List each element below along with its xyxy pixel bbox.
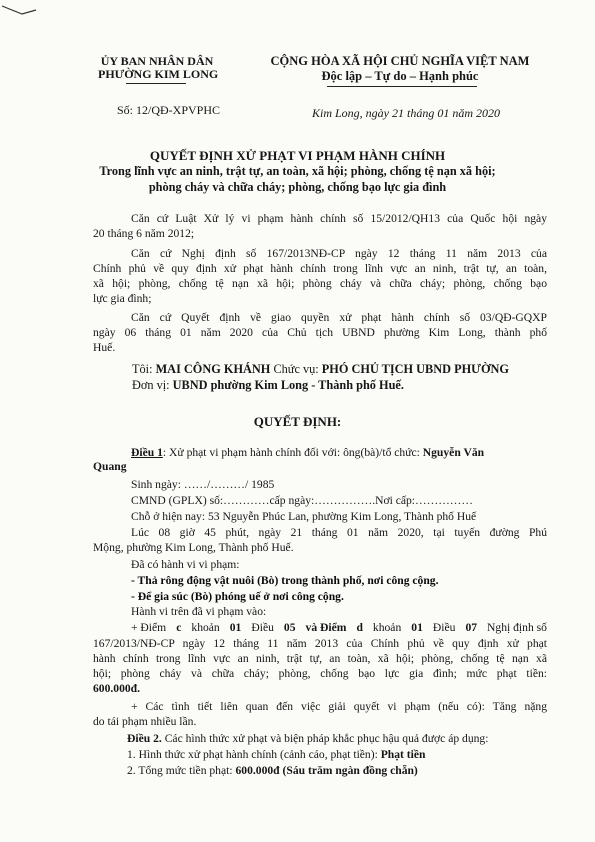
nation-name: CỘNG HÒA XÃ HỘI CHỦ NGHĨA VIỆT NAM — [270, 54, 530, 68]
legal-ref-part: và Điểm — [305, 621, 347, 634]
violation-time-line1: Lúc 08 giờ 45 phút, ngày 21 tháng 01 năm 2020, tại tuyến đường Phú — [131, 526, 547, 539]
org-name-line1: ỦY BAN NHÂN DÂN — [100, 54, 214, 68]
violation-time-line2: Mộng, phường Kim Long, Thành phố Huế. — [93, 541, 294, 554]
violator-name-part2: Quang — [93, 460, 127, 473]
basis-2-line4: lực gia đình; — [93, 292, 152, 305]
position-label: Chức vụ: — [273, 362, 319, 376]
signer-unit: UBND phường Kim Long - Thành phố Huế. — [172, 378, 404, 392]
article-2-line — [127, 732, 488, 745]
circumstances-line2: do tái phạm nhiều lần. — [93, 715, 197, 728]
org-name-line2: PHƯỜNG KIM LONG — [98, 67, 219, 81]
signer-position: PHÓ CHỦ TỊCH UBND PHƯỜNG — [321, 362, 509, 376]
org-name-underline — [126, 83, 186, 84]
article-2-text: Các hình thức xử phạt và biện pháp khắc phục hậu quả được áp dụng: — [164, 732, 489, 745]
basis-3-line2: ngày 06 tháng 01 năm 2020 của Chủ tịch UBND phường Kim Long, thành phố — [93, 326, 547, 339]
basis-2-line3: xã hội; phòng, chống tệ nạn xã hội; phòng cháy và chữa cháy; phòng, chống bạo — [93, 277, 547, 290]
document-subtitle-line1: Trong lĩnh vực an ninh, trật tự, an toàn, xã hội; phòng, chống tệ nạn xã hội; — [99, 164, 496, 178]
basis-2-line1: Căn cứ Nghị định số 167/2013NĐ-CP ngày 12 tháng 11 năm 2013 của — [131, 247, 547, 260]
legal-reference-line1 — [131, 621, 547, 634]
unit-line — [132, 378, 404, 393]
legal-ref-part: khoản — [372, 621, 402, 634]
basis-3-line3: Huế. — [93, 341, 116, 354]
legal-reference-line4: hội; phòng cháy và chữa cháy; phòng, chống bạo lực gia đình; mức phạt tiền: — [93, 667, 547, 680]
legal-ref-part: d — [356, 621, 363, 634]
article-1-first-line — [131, 446, 484, 459]
article-2-label: Điều 2. — [127, 732, 162, 745]
legal-ref-part: Điều — [251, 621, 274, 634]
total-fine-line — [127, 764, 418, 777]
document-number: Số: 12/QĐ-XPVPHC — [117, 103, 221, 117]
legal-ref-part: Điều — [432, 621, 456, 634]
total-fine-label: 2. Tổng mức tiền phạt: — [127, 764, 233, 777]
fine-amount: 600.000đ. — [93, 682, 141, 695]
circumstances-line1: + Các tình tiết liên quan đến việc giải quyết vi phạm (nếu có): Tăng nặng — [131, 700, 547, 713]
pen-mark — [0, 0, 40, 20]
signer-label: Tôi: — [132, 362, 153, 376]
violator-name-part1: Nguyễn Văn — [422, 446, 485, 459]
article-1-label: Điều 1 — [131, 446, 163, 459]
basis-3-line1: Căn cứ Quyết định về giao quyền xử phạt hành chính số 03/QĐ-GQXP — [131, 311, 547, 324]
violation-act-2: - Để gia súc (Bò) phóng uế ở nơi công cộng. — [131, 590, 344, 603]
residence-address: Chỗ ở hiện nay: 53 Nguyễn Phúc Lan, phường Kim Long, Thành phố Huế — [131, 510, 477, 523]
date-of-birth: Sinh ngày: ……/………/ 1985 — [131, 478, 275, 491]
nation-motto-underline — [327, 86, 477, 87]
legal-ref-part: 07 — [465, 621, 478, 634]
acts-intro: Đã có hành vi vi phạm: — [131, 558, 240, 571]
document-title: QUYẾT ĐỊNH XỬ PHẠT VI PHẠM HÀNH CHÍNH — [149, 148, 446, 163]
id-card-line: CMND (GPLX) số:…………cấp ngày:…………….Nơi cấp:…………… — [131, 494, 473, 507]
basis-1-line1: Căn cứ Luật Xử lý vi phạm hành chính số 15/2012/QH13 của Quốc hội ngày — [131, 212, 547, 225]
penalty-form-label: 1. Hình thức xử phạt hành chính (cảnh cáo, phạt tiền): — [127, 748, 378, 761]
penalty-form-line — [127, 748, 425, 761]
legal-ref-part: 05 — [283, 621, 296, 634]
signer-line — [132, 362, 509, 377]
basis-1-line2: 20 tháng 6 năm 2012; — [93, 227, 195, 240]
basis-2-line2: Chính phủ về quy định xử phạt hành chính trong lĩnh vực an ninh, trật tự, an toàn, — [93, 262, 547, 275]
legal-ref-part: Nghị định số — [487, 621, 547, 634]
place-date: Kim Long, ngày 21 tháng 01 năm 2020 — [312, 106, 501, 120]
legal-ref-part: 01 — [229, 621, 242, 634]
document-subtitle-line2: phòng cháy và chữa cháy; phòng, chống bạo lực gia đình — [148, 180, 447, 194]
decision-heading: QUYẾT ĐỊNH: — [253, 414, 342, 429]
legal-ref-part: 01 — [411, 621, 423, 634]
violated-intro: Hành vi trên đã vi phạm vào: — [131, 605, 267, 618]
legal-reference-line3: hành chính trong lĩnh vực an ninh, trật tự, an toàn, xã hội; phòng, chống tệ nạn xã — [93, 652, 547, 665]
unit-label: Đơn vị: — [132, 378, 170, 392]
article-1-text: : Xử phạt vi phạm hành chính đối với: ông(bà)/tổ chức: — [162, 446, 420, 459]
legal-reference-line2: 167/2013/NĐ-CP ngày 12 tháng 11 năm 2013 của Chính phủ về quy định xử phạt — [93, 637, 547, 650]
legal-ref-part: + Điểm — [131, 621, 167, 634]
violation-act-1: - Thả rông động vật nuôi (Bò) trong thành phố, nơi công cộng. — [131, 574, 439, 587]
nation-motto: Độc lập – Tự do – Hạnh phúc — [321, 69, 479, 83]
legal-ref-part: c — [176, 621, 182, 634]
total-fine-value: 600.000đ (Sáu trăm ngàn đồng chẵn) — [235, 764, 418, 777]
penalty-form-value: Phạt tiền — [380, 748, 426, 761]
signer-name: MAI CÔNG KHÁNH — [155, 362, 271, 376]
legal-ref-part: khoản — [191, 621, 220, 634]
